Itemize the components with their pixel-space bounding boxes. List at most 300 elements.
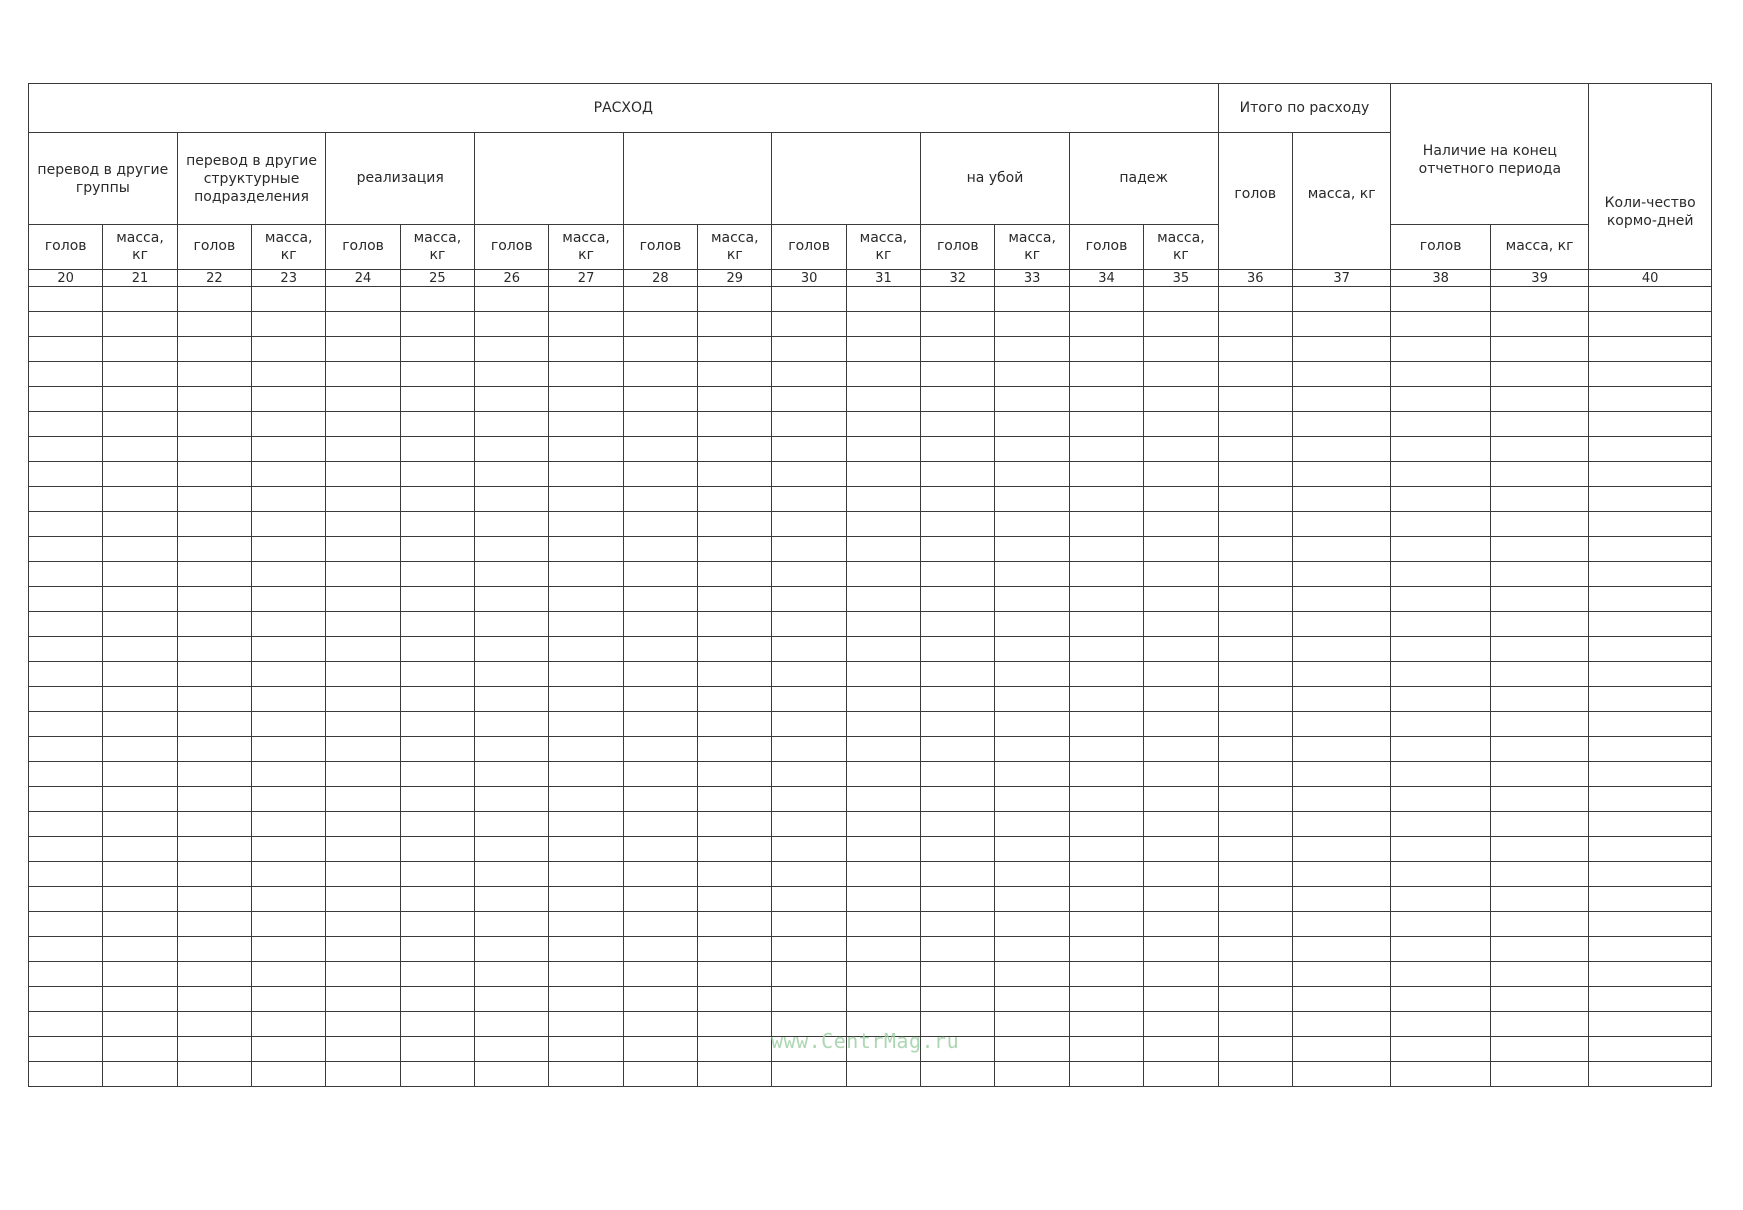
table-cell[interactable] <box>846 862 920 887</box>
table-cell[interactable] <box>623 762 697 787</box>
table-cell[interactable] <box>1218 462 1292 487</box>
table-cell[interactable] <box>400 337 474 362</box>
table-cell[interactable] <box>623 837 697 862</box>
table-cell[interactable] <box>475 712 549 737</box>
table-cell[interactable] <box>995 687 1069 712</box>
table-cell[interactable] <box>772 1012 846 1037</box>
table-cell[interactable] <box>1218 562 1292 587</box>
table-cell[interactable] <box>1144 312 1218 337</box>
table-cell[interactable] <box>1144 337 1218 362</box>
table-cell[interactable] <box>623 737 697 762</box>
table-cell[interactable] <box>846 887 920 912</box>
table-cell[interactable] <box>103 387 177 412</box>
table-cell[interactable] <box>1292 912 1390 937</box>
table-cell[interactable] <box>772 887 846 912</box>
table-cell[interactable] <box>1218 487 1292 512</box>
table-cell[interactable] <box>1218 962 1292 987</box>
table-cell[interactable] <box>1589 587 1712 612</box>
table-cell[interactable] <box>549 362 623 387</box>
table-cell[interactable] <box>1144 712 1218 737</box>
table-cell[interactable] <box>1292 487 1390 512</box>
table-cell[interactable] <box>1589 662 1712 687</box>
table-cell[interactable] <box>326 562 400 587</box>
table-cell[interactable] <box>623 612 697 637</box>
table-cell[interactable] <box>1144 962 1218 987</box>
table-cell[interactable] <box>623 687 697 712</box>
table-cell[interactable] <box>252 887 326 912</box>
table-cell[interactable] <box>698 1062 772 1087</box>
table-cell[interactable] <box>103 312 177 337</box>
table-cell[interactable] <box>549 837 623 862</box>
table-cell[interactable] <box>252 462 326 487</box>
table-cell[interactable] <box>549 537 623 562</box>
table-cell[interactable] <box>549 487 623 512</box>
table-cell[interactable] <box>698 537 772 562</box>
table-cell[interactable] <box>1490 1062 1588 1087</box>
table-cell[interactable] <box>103 737 177 762</box>
table-cell[interactable] <box>1589 962 1712 987</box>
table-cell[interactable] <box>921 1062 995 1087</box>
table-cell[interactable] <box>1218 387 1292 412</box>
table-cell[interactable] <box>400 962 474 987</box>
table-cell[interactable] <box>772 662 846 687</box>
table-cell[interactable] <box>1292 812 1390 837</box>
table-cell[interactable] <box>252 912 326 937</box>
table-cell[interactable] <box>772 962 846 987</box>
table-cell[interactable] <box>1391 687 1490 712</box>
table-cell[interactable] <box>1069 612 1143 637</box>
table-cell[interactable] <box>326 412 400 437</box>
table-cell[interactable] <box>1391 587 1490 612</box>
table-cell[interactable] <box>921 312 995 337</box>
table-cell[interactable] <box>475 337 549 362</box>
table-cell[interactable] <box>1069 737 1143 762</box>
table-cell[interactable] <box>177 562 251 587</box>
table-cell[interactable] <box>475 587 549 612</box>
table-cell[interactable] <box>772 337 846 362</box>
table-cell[interactable] <box>1069 1062 1143 1087</box>
table-cell[interactable] <box>698 962 772 987</box>
table-cell[interactable] <box>921 787 995 812</box>
table-cell[interactable] <box>1218 987 1292 1012</box>
table-cell[interactable] <box>475 512 549 537</box>
table-cell[interactable] <box>623 637 697 662</box>
table-cell[interactable] <box>995 512 1069 537</box>
table-cell[interactable] <box>1589 1037 1712 1062</box>
table-cell[interactable] <box>995 462 1069 487</box>
table-cell[interactable] <box>1144 787 1218 812</box>
table-cell[interactable] <box>1490 662 1588 687</box>
table-cell[interactable] <box>1144 387 1218 412</box>
table-cell[interactable] <box>252 787 326 812</box>
table-cell[interactable] <box>252 512 326 537</box>
table-cell[interactable] <box>103 687 177 712</box>
table-cell[interactable] <box>1490 687 1588 712</box>
table-cell[interactable] <box>995 362 1069 387</box>
table-cell[interactable] <box>1069 587 1143 612</box>
table-cell[interactable] <box>1292 712 1390 737</box>
table-cell[interactable] <box>1144 287 1218 312</box>
table-cell[interactable] <box>252 337 326 362</box>
table-cell[interactable] <box>698 662 772 687</box>
table-cell[interactable] <box>549 862 623 887</box>
table-cell[interactable] <box>995 587 1069 612</box>
table-cell[interactable] <box>1391 637 1490 662</box>
table-cell[interactable] <box>252 537 326 562</box>
table-cell[interactable] <box>1144 812 1218 837</box>
table-cell[interactable] <box>252 987 326 1012</box>
table-cell[interactable] <box>623 437 697 462</box>
table-cell[interactable] <box>1490 937 1588 962</box>
table-cell[interactable] <box>1391 762 1490 787</box>
table-cell[interactable] <box>1292 587 1390 612</box>
table-cell[interactable] <box>1292 787 1390 812</box>
table-cell[interactable] <box>475 937 549 962</box>
table-cell[interactable] <box>846 1012 920 1037</box>
table-cell[interactable] <box>475 562 549 587</box>
table-cell[interactable] <box>103 612 177 637</box>
table-cell[interactable] <box>1490 862 1588 887</box>
table-cell[interactable] <box>772 1037 846 1062</box>
table-cell[interactable] <box>772 387 846 412</box>
table-cell[interactable] <box>1391 287 1490 312</box>
table-cell[interactable] <box>846 412 920 437</box>
table-cell[interactable] <box>549 562 623 587</box>
table-cell[interactable] <box>1490 562 1588 587</box>
table-cell[interactable] <box>995 862 1069 887</box>
table-cell[interactable] <box>921 462 995 487</box>
table-cell[interactable] <box>1144 862 1218 887</box>
table-cell[interactable] <box>549 687 623 712</box>
table-cell[interactable] <box>846 737 920 762</box>
table-cell[interactable] <box>1391 887 1490 912</box>
table-cell[interactable] <box>177 312 251 337</box>
table-cell[interactable] <box>1490 412 1588 437</box>
table-cell[interactable] <box>103 837 177 862</box>
table-cell[interactable] <box>549 337 623 362</box>
table-cell[interactable] <box>623 987 697 1012</box>
table-cell[interactable] <box>1490 762 1588 787</box>
table-cell[interactable] <box>177 587 251 612</box>
table-cell[interactable] <box>846 687 920 712</box>
table-cell[interactable] <box>326 937 400 962</box>
table-cell[interactable] <box>1391 337 1490 362</box>
table-cell[interactable] <box>623 812 697 837</box>
table-cell[interactable] <box>1144 412 1218 437</box>
table-cell[interactable] <box>1218 687 1292 712</box>
table-cell[interactable] <box>177 387 251 412</box>
table-cell[interactable] <box>1144 1037 1218 1062</box>
table-cell[interactable] <box>103 812 177 837</box>
table-cell[interactable] <box>846 287 920 312</box>
table-cell[interactable] <box>177 962 251 987</box>
table-cell[interactable] <box>29 1012 103 1037</box>
table-cell[interactable] <box>252 362 326 387</box>
table-cell[interactable] <box>475 312 549 337</box>
table-cell[interactable] <box>1391 712 1490 737</box>
table-cell[interactable] <box>1069 537 1143 562</box>
table-cell[interactable] <box>29 487 103 512</box>
table-cell[interactable] <box>1144 562 1218 587</box>
table-cell[interactable] <box>29 912 103 937</box>
table-cell[interactable] <box>475 1037 549 1062</box>
table-cell[interactable] <box>995 962 1069 987</box>
table-cell[interactable] <box>921 587 995 612</box>
table-cell[interactable] <box>177 662 251 687</box>
table-cell[interactable] <box>475 662 549 687</box>
table-cell[interactable] <box>326 1062 400 1087</box>
table-cell[interactable] <box>177 837 251 862</box>
table-cell[interactable] <box>326 287 400 312</box>
table-cell[interactable] <box>400 437 474 462</box>
table-cell[interactable] <box>698 712 772 737</box>
table-cell[interactable] <box>1144 437 1218 462</box>
table-cell[interactable] <box>1069 337 1143 362</box>
table-cell[interactable] <box>177 412 251 437</box>
table-cell[interactable] <box>549 387 623 412</box>
table-cell[interactable] <box>1292 887 1390 912</box>
table-cell[interactable] <box>1069 912 1143 937</box>
table-cell[interactable] <box>475 862 549 887</box>
table-cell[interactable] <box>623 387 697 412</box>
table-cell[interactable] <box>1069 762 1143 787</box>
table-cell[interactable] <box>1292 437 1390 462</box>
table-cell[interactable] <box>1589 637 1712 662</box>
table-cell[interactable] <box>400 787 474 812</box>
table-cell[interactable] <box>549 612 623 637</box>
table-cell[interactable] <box>623 412 697 437</box>
table-cell[interactable] <box>623 562 697 587</box>
table-cell[interactable] <box>995 837 1069 862</box>
table-cell[interactable] <box>475 462 549 487</box>
table-cell[interactable] <box>549 637 623 662</box>
table-cell[interactable] <box>400 1062 474 1087</box>
table-cell[interactable] <box>921 687 995 712</box>
table-cell[interactable] <box>1589 1062 1712 1087</box>
table-cell[interactable] <box>326 887 400 912</box>
table-cell[interactable] <box>400 537 474 562</box>
table-cell[interactable] <box>698 362 772 387</box>
table-cell[interactable] <box>1490 587 1588 612</box>
table-cell[interactable] <box>326 812 400 837</box>
table-cell[interactable] <box>772 837 846 862</box>
table-cell[interactable] <box>475 287 549 312</box>
table-cell[interactable] <box>1490 437 1588 462</box>
table-cell[interactable] <box>921 537 995 562</box>
table-cell[interactable] <box>623 1037 697 1062</box>
table-cell[interactable] <box>400 737 474 762</box>
table-cell[interactable] <box>1144 837 1218 862</box>
table-cell[interactable] <box>252 412 326 437</box>
table-cell[interactable] <box>995 1062 1069 1087</box>
table-cell[interactable] <box>995 562 1069 587</box>
table-cell[interactable] <box>623 1062 697 1087</box>
table-cell[interactable] <box>326 712 400 737</box>
table-cell[interactable] <box>103 437 177 462</box>
table-cell[interactable] <box>29 787 103 812</box>
table-cell[interactable] <box>326 462 400 487</box>
table-cell[interactable] <box>772 362 846 387</box>
table-cell[interactable] <box>1589 887 1712 912</box>
table-cell[interactable] <box>177 862 251 887</box>
table-cell[interactable] <box>400 312 474 337</box>
table-cell[interactable] <box>326 437 400 462</box>
table-cell[interactable] <box>921 612 995 637</box>
table-cell[interactable] <box>1490 287 1588 312</box>
table-cell[interactable] <box>1144 487 1218 512</box>
table-cell[interactable] <box>1589 462 1712 487</box>
table-cell[interactable] <box>29 737 103 762</box>
table-cell[interactable] <box>29 1037 103 1062</box>
table-cell[interactable] <box>475 762 549 787</box>
table-cell[interactable] <box>772 312 846 337</box>
table-cell[interactable] <box>772 637 846 662</box>
table-cell[interactable] <box>1218 887 1292 912</box>
table-cell[interactable] <box>846 387 920 412</box>
table-cell[interactable] <box>698 287 772 312</box>
table-cell[interactable] <box>1218 587 1292 612</box>
table-cell[interactable] <box>921 287 995 312</box>
table-cell[interactable] <box>549 312 623 337</box>
table-cell[interactable] <box>475 437 549 462</box>
table-cell[interactable] <box>103 512 177 537</box>
table-cell[interactable] <box>103 1062 177 1087</box>
table-cell[interactable] <box>29 762 103 787</box>
table-cell[interactable] <box>772 512 846 537</box>
table-cell[interactable] <box>995 287 1069 312</box>
table-cell[interactable] <box>995 387 1069 412</box>
table-cell[interactable] <box>698 687 772 712</box>
table-cell[interactable] <box>29 687 103 712</box>
table-cell[interactable] <box>1490 462 1588 487</box>
table-cell[interactable] <box>1490 737 1588 762</box>
table-cell[interactable] <box>475 612 549 637</box>
table-cell[interactable] <box>1144 612 1218 637</box>
table-cell[interactable] <box>698 812 772 837</box>
table-cell[interactable] <box>475 487 549 512</box>
table-cell[interactable] <box>103 987 177 1012</box>
table-cell[interactable] <box>1292 762 1390 787</box>
table-cell[interactable] <box>400 912 474 937</box>
table-cell[interactable] <box>177 537 251 562</box>
table-cell[interactable] <box>1292 562 1390 587</box>
table-cell[interactable] <box>252 1012 326 1037</box>
table-cell[interactable] <box>1391 562 1490 587</box>
table-cell[interactable] <box>1144 637 1218 662</box>
table-cell[interactable] <box>995 612 1069 637</box>
table-cell[interactable] <box>1218 612 1292 637</box>
table-cell[interactable] <box>1144 1062 1218 1087</box>
table-cell[interactable] <box>103 712 177 737</box>
table-cell[interactable] <box>1589 762 1712 787</box>
table-cell[interactable] <box>1069 562 1143 587</box>
table-cell[interactable] <box>475 787 549 812</box>
table-cell[interactable] <box>698 1012 772 1037</box>
table-cell[interactable] <box>326 737 400 762</box>
table-cell[interactable] <box>698 462 772 487</box>
table-cell[interactable] <box>549 662 623 687</box>
table-cell[interactable] <box>1391 512 1490 537</box>
table-cell[interactable] <box>1391 387 1490 412</box>
table-cell[interactable] <box>177 287 251 312</box>
table-cell[interactable] <box>1589 837 1712 862</box>
table-cell[interactable] <box>1490 512 1588 537</box>
table-cell[interactable] <box>252 1037 326 1062</box>
table-cell[interactable] <box>475 737 549 762</box>
table-cell[interactable] <box>103 637 177 662</box>
table-cell[interactable] <box>29 662 103 687</box>
table-cell[interactable] <box>1292 1062 1390 1087</box>
table-cell[interactable] <box>29 712 103 737</box>
table-cell[interactable] <box>1218 312 1292 337</box>
table-cell[interactable] <box>326 862 400 887</box>
table-cell[interactable] <box>326 512 400 537</box>
table-cell[interactable] <box>846 812 920 837</box>
table-cell[interactable] <box>1391 612 1490 637</box>
table-cell[interactable] <box>1490 337 1588 362</box>
table-cell[interactable] <box>1144 537 1218 562</box>
table-cell[interactable] <box>400 487 474 512</box>
table-cell[interactable] <box>29 612 103 637</box>
table-cell[interactable] <box>1069 437 1143 462</box>
table-cell[interactable] <box>29 987 103 1012</box>
table-cell[interactable] <box>326 487 400 512</box>
table-cell[interactable] <box>846 312 920 337</box>
table-cell[interactable] <box>1069 837 1143 862</box>
table-cell[interactable] <box>103 587 177 612</box>
table-cell[interactable] <box>1490 612 1588 637</box>
table-cell[interactable] <box>921 1012 995 1037</box>
table-cell[interactable] <box>29 1062 103 1087</box>
table-cell[interactable] <box>846 437 920 462</box>
table-cell[interactable] <box>549 912 623 937</box>
table-cell[interactable] <box>1069 937 1143 962</box>
table-cell[interactable] <box>772 437 846 462</box>
table-cell[interactable] <box>1490 712 1588 737</box>
table-cell[interactable] <box>995 812 1069 837</box>
table-cell[interactable] <box>1069 662 1143 687</box>
table-cell[interactable] <box>252 562 326 587</box>
table-cell[interactable] <box>103 337 177 362</box>
table-cell[interactable] <box>400 287 474 312</box>
table-cell[interactable] <box>475 637 549 662</box>
table-cell[interactable] <box>846 537 920 562</box>
table-cell[interactable] <box>995 487 1069 512</box>
table-cell[interactable] <box>1069 387 1143 412</box>
table-cell[interactable] <box>400 687 474 712</box>
table-cell[interactable] <box>921 912 995 937</box>
table-cell[interactable] <box>1391 912 1490 937</box>
table-cell[interactable] <box>1589 312 1712 337</box>
table-cell[interactable] <box>29 437 103 462</box>
table-cell[interactable] <box>1069 1037 1143 1062</box>
table-cell[interactable] <box>921 362 995 387</box>
table-cell[interactable] <box>252 862 326 887</box>
table-cell[interactable] <box>549 887 623 912</box>
table-cell[interactable] <box>995 937 1069 962</box>
table-cell[interactable] <box>1218 937 1292 962</box>
table-cell[interactable] <box>1144 987 1218 1012</box>
table-cell[interactable] <box>1589 412 1712 437</box>
table-cell[interactable] <box>1218 637 1292 662</box>
table-cell[interactable] <box>772 687 846 712</box>
table-cell[interactable] <box>326 337 400 362</box>
table-cell[interactable] <box>698 337 772 362</box>
table-cell[interactable] <box>1144 912 1218 937</box>
table-cell[interactable] <box>772 612 846 637</box>
table-cell[interactable] <box>772 587 846 612</box>
table-cell[interactable] <box>252 587 326 612</box>
